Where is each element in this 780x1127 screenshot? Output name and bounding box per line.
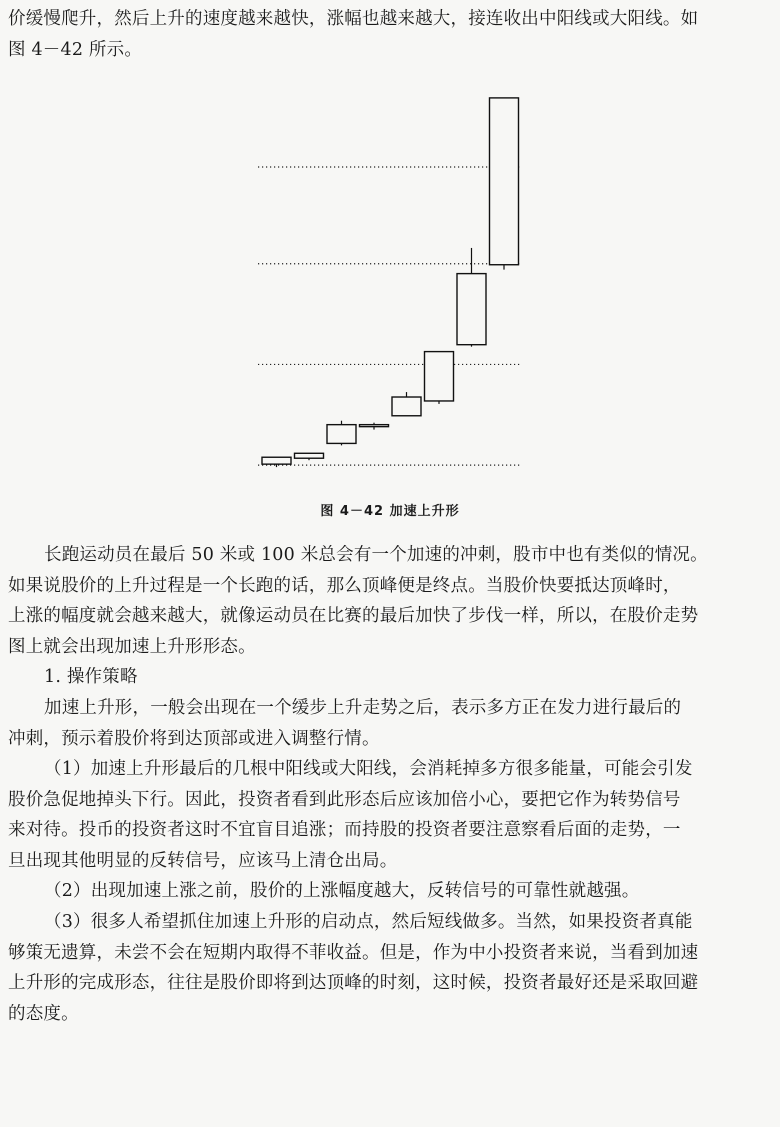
intro-paragraph [8, 4, 772, 65]
section-heading [8, 662, 772, 693]
text-line: 股价急促地掉头下行。因此，投资者看到此形态后应该加倍小心，要把它作为转势信号 [8, 789, 681, 810]
candles [262, 98, 519, 467]
text-line: 旦出现其他明显的反转信号，应该马上清仓出局。 [8, 850, 398, 871]
heading-text: 1. 操作策略 [44, 667, 138, 687]
candle-body [425, 352, 454, 401]
text-line: （2）出现加速上涨之前，股价的上涨幅度越大，反转信号的可靠性就越强。 [44, 881, 640, 901]
text-line: 长跑运动员在最后 50 米或 100 米总会有一个加速的冲刺，股市中也有类似的情况。 [44, 545, 708, 565]
candle [360, 423, 389, 430]
text-line: 的态度。 [8, 1003, 79, 1024]
candle [295, 453, 324, 460]
candle-body [327, 425, 356, 444]
candle-body [490, 98, 519, 265]
text-line: 价缓慢爬升，然后上升的速度越来越快，涨幅也越来越大，接连收出中阳线或大阳线。如 [8, 9, 699, 29]
paragraph-point-2 [8, 876, 772, 907]
paragraph-point-1 [8, 754, 772, 876]
candle-body [295, 453, 324, 458]
text-line: 图上就会出现加速上升形形态。 [8, 636, 256, 657]
figure-caption: 图 4－42 加速上升形 [320, 504, 460, 519]
candle [457, 248, 486, 347]
text-line: （1）加速上升形最后的几根中阳线或大阳线，会消耗掉多方很多能量，可能会引发 [44, 759, 693, 779]
candle [392, 392, 421, 416]
candle [327, 421, 356, 446]
candle-body [262, 457, 291, 464]
candlestick-figure [250, 85, 540, 480]
text-line: 够策无遗算，未尝不会在短期内取得不菲收益。但是，作为中小投资者来说，当看到加速 [8, 942, 699, 963]
paragraph-definition [8, 693, 772, 754]
text-line: 来对待。投币的投资者这时不宜盲目追涨；而持股的投资者要注意察看后面的走势，一 [8, 820, 681, 840]
text-line: 上涨的幅度就会越来越大，就像运动员在比赛的最后加快了步伐一样，所以，在股价走势 [8, 606, 699, 626]
text-line: 如果说股价的上升过程是一个长跑的话，那么顶峰便是终点。当股价快要抵达顶峰时， [8, 575, 681, 596]
text-line: 加速上升形，一般会出现在一个缓步上升走势之后，表示多方正在发力进行最后的 [44, 698, 682, 718]
text-line: 图 4－42 所示。 [8, 39, 143, 60]
paragraph-marathon [8, 540, 772, 662]
candle [490, 98, 519, 270]
candle-body [392, 397, 421, 416]
candle [425, 352, 454, 404]
text-line: 上升形的完成形态，往往是股价即将到达顶峰的时刻，这时候，投资者最好还是采取回避 [8, 973, 699, 993]
candle-body [360, 425, 389, 427]
text-line: （3）很多人希望抓住加速上升形的启动点，然后短线做多。当然，如果投资者真能 [44, 912, 693, 932]
candle-body [457, 274, 486, 345]
paragraph-point-3 [8, 907, 772, 1029]
text-line: 冲刺，预示着股价将到达顶部或进入调整行情。 [8, 728, 380, 749]
